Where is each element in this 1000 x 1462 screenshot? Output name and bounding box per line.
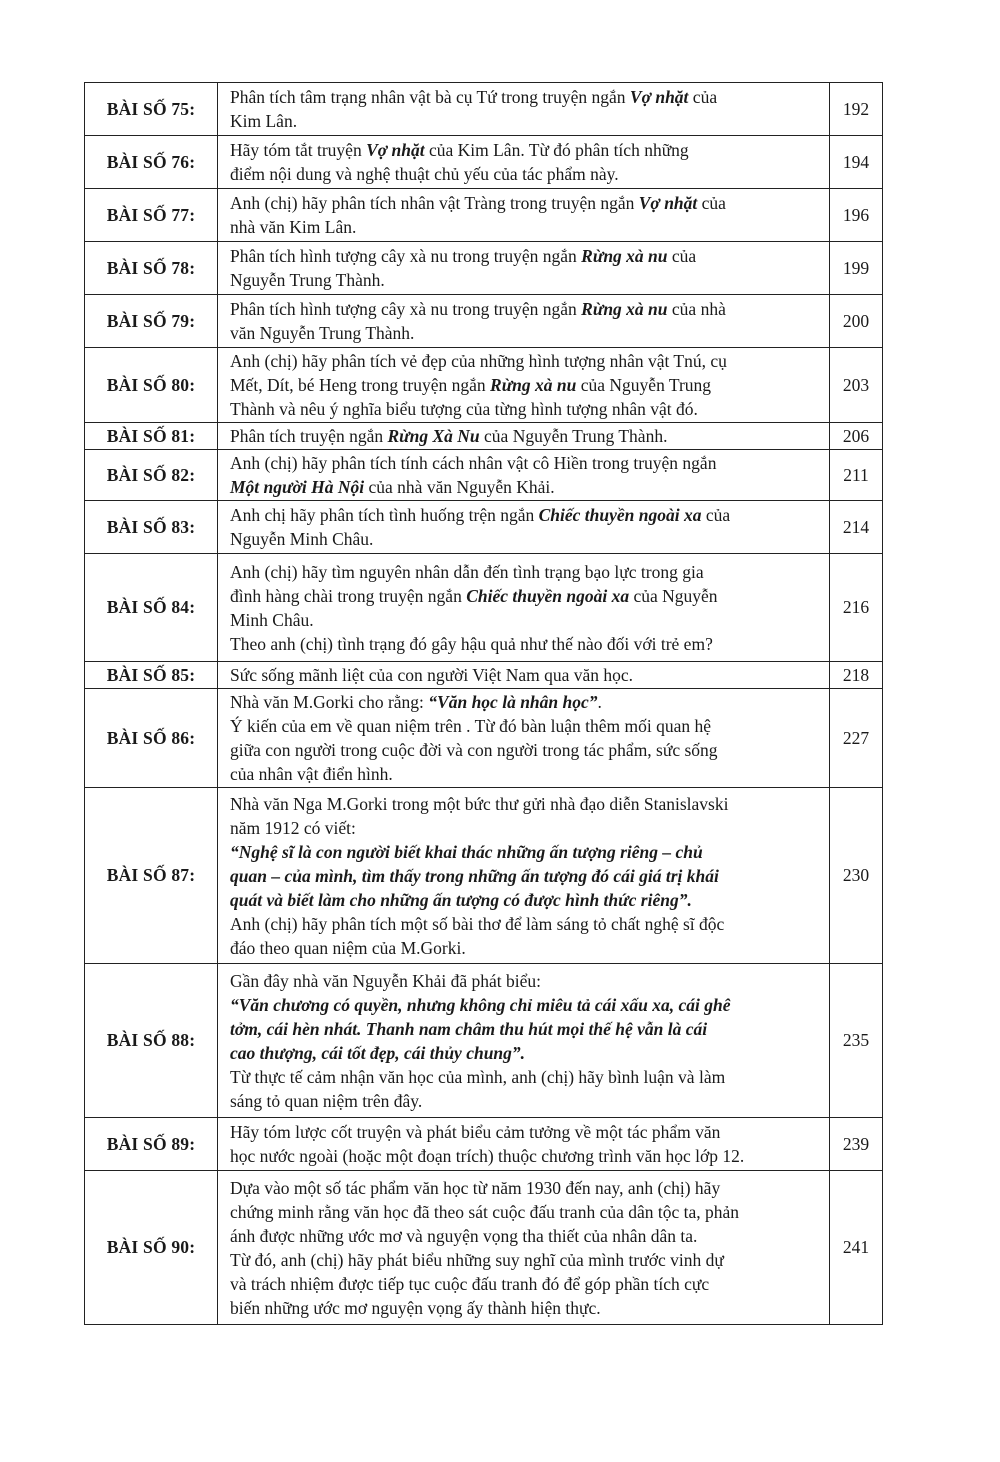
- description-line: [230, 85, 823, 109]
- exercise-description: [218, 964, 830, 1118]
- work-title-emphasis: Rừng xà nu: [581, 299, 668, 319]
- description-text: sáng tỏ quan niệm trên đây.: [230, 1090, 423, 1111]
- description-text: Phân tích hình tượng cây xà nu trong truyện ngắn: [230, 299, 582, 319]
- description-text: của Nguyễn Trung Thành.: [479, 426, 668, 446]
- exercise-number: BÀI SỐ 86:: [85, 689, 218, 788]
- exercise-description: [218, 423, 830, 450]
- work-title-emphasis: “Văn chương có quyền, nhưng không chỉ miêu tả cái xấu xa, cái ghê: [230, 994, 731, 1015]
- toc-body: [85, 83, 883, 1325]
- work-title-emphasis: Một người Hà Nội: [230, 477, 365, 497]
- description-text: nhà văn Kim Lân.: [230, 217, 357, 237]
- description-line: [230, 138, 823, 162]
- description-line: [230, 109, 823, 133]
- description-line: [230, 584, 823, 608]
- description-text: Mết, Dít, bé Heng trong truyện ngắn: [230, 375, 491, 395]
- table-row: [85, 348, 883, 423]
- description-line: [230, 1176, 823, 1200]
- description-text: Nguyễn Minh Châu.: [230, 529, 374, 549]
- table-row: [85, 689, 883, 788]
- exercise-number: BÀI SỐ 81:: [85, 423, 218, 450]
- description-text: của nhà: [667, 299, 726, 319]
- description-text: Anh (chị) hãy phân tích tính cách nhân vật cô Hiền trong truyện ngắn: [230, 453, 717, 473]
- description-text: của: [688, 87, 718, 107]
- description-line: [230, 373, 823, 397]
- page-number: 214: [830, 501, 883, 554]
- description-line: [230, 451, 823, 475]
- page-number: 239: [830, 1118, 883, 1171]
- exercise-number: BÀI SỐ 82:: [85, 450, 218, 501]
- description-text: Anh (chị) hãy tìm nguyên nhân dẫn đến tình trạng bạo lực trong gia: [230, 561, 704, 582]
- description-text: Phân tích tâm trạng nhân vật bà cụ Tứ trong truyện ngắn: [230, 87, 630, 107]
- description-line: [230, 397, 823, 421]
- exercise-description: [218, 242, 830, 295]
- description-text: Anh (chị) hãy phân tích nhân vật Tràng trong truyện ngắn: [230, 193, 639, 213]
- exercise-description: [218, 662, 830, 689]
- description-text: Nguyễn Trung Thành.: [230, 270, 385, 290]
- description-line: [230, 1200, 823, 1224]
- table-row: [85, 554, 883, 662]
- work-title-emphasis: tởm, cái hèn nhát. Thanh nam châm thu hút mọi thế hệ vẫn là cái: [230, 1018, 708, 1039]
- description-text: Nhà văn Nga M.Gorki trong một bức thư gửi nhà đạo diễn Stanislavski: [230, 793, 729, 814]
- description-text: Nhà văn M.Gorki cho rằng:: [230, 692, 429, 712]
- description-line: [230, 738, 823, 762]
- exercise-number: BÀI SỐ 79:: [85, 295, 218, 348]
- description-line: [230, 527, 823, 551]
- description-line: [230, 1272, 823, 1296]
- description-line: [230, 714, 823, 738]
- description-text: Ý kiến của em về quan niệm trên . Từ đó bàn luận thêm mối quan hệ: [230, 716, 712, 736]
- exercise-number: BÀI SỐ 89:: [85, 1118, 218, 1171]
- work-title-emphasis: Vợ nhặt: [366, 140, 425, 160]
- description-line: [230, 297, 823, 321]
- exercise-description: [218, 1118, 830, 1171]
- description-line: [230, 1248, 823, 1272]
- description-line: [230, 1065, 823, 1089]
- table-row: [85, 662, 883, 689]
- description-text: Anh (chị) hãy phân tích vẻ đẹp của những hình tượng nhân vật Tnú, cụ: [230, 351, 727, 371]
- description-line: [230, 321, 823, 345]
- table-row: [85, 1118, 883, 1171]
- exercise-description: [218, 83, 830, 136]
- description-line: [230, 1224, 823, 1248]
- description-line: [230, 475, 823, 499]
- description-line: [230, 162, 823, 186]
- table-row: [85, 423, 883, 450]
- table-row: [85, 83, 883, 136]
- exercise-number: BÀI SỐ 83:: [85, 501, 218, 554]
- description-line: [230, 191, 823, 215]
- description-line: [230, 912, 823, 936]
- description-line: [230, 1296, 823, 1320]
- page-number: 235: [830, 964, 883, 1118]
- description-text: giữa con người trong cuộc đời và con người trong tác phẩm, sức sống: [230, 740, 718, 760]
- exercise-description: [218, 348, 830, 423]
- description-line: [230, 864, 823, 888]
- description-text: Hãy tóm tắt truyện: [230, 140, 367, 160]
- work-title-emphasis: Vợ nhặt: [629, 87, 689, 107]
- page-number: 241: [830, 1171, 883, 1325]
- work-title-emphasis: Chiếc thuyền ngoài xa: [466, 585, 630, 606]
- exercise-number: BÀI SỐ 76:: [85, 136, 218, 189]
- description-text: của Nguyễn: [629, 585, 718, 606]
- page-number: 216: [830, 554, 883, 662]
- description-text: học nước ngoài (hoặc một đoạn trích) thuộc chương trình văn học lớp 12.: [230, 1146, 745, 1166]
- exercise-description: [218, 788, 830, 964]
- exercise-number: BÀI SỐ 80:: [85, 348, 218, 423]
- description-line: [230, 1120, 823, 1144]
- description-line: [230, 936, 823, 960]
- work-title-emphasis: Rừng xà nu: [490, 375, 577, 395]
- description-line: [230, 792, 823, 816]
- page-number: 211: [830, 450, 883, 501]
- description-text: đình hàng chài trong truyện ngắn: [230, 585, 467, 606]
- table-row: [85, 136, 883, 189]
- work-title-emphasis: “Nghệ sĩ là con người biết khai thác những ấn tượng riêng – chủ: [230, 841, 703, 862]
- table-row: [85, 450, 883, 501]
- table-row: [85, 242, 883, 295]
- exercise-description: [218, 136, 830, 189]
- page-number: 199: [830, 242, 883, 295]
- page-number: 196: [830, 189, 883, 242]
- table-row: [85, 501, 883, 554]
- work-title-emphasis: Chiếc thuyền ngoài xa: [538, 505, 702, 525]
- description-text: Hãy tóm lược cốt truyện và phát biểu cảm tưởng về một tác phẩm văn: [230, 1122, 721, 1142]
- description-text: Anh chị hãy phân tích tình huống trện ngắn: [230, 505, 539, 525]
- work-title-emphasis: “Văn học là nhân học”: [428, 692, 598, 712]
- page-number: 206: [830, 423, 883, 450]
- description-line: [230, 244, 823, 268]
- exercise-number: BÀI SỐ 77:: [85, 189, 218, 242]
- description-line: [230, 215, 823, 239]
- table-row: [85, 964, 883, 1118]
- exercise-description: [218, 450, 830, 501]
- table-row: [85, 788, 883, 964]
- description-line: [230, 424, 823, 448]
- description-text: của Nguyễn Trung: [576, 375, 712, 395]
- description-text: của: [667, 246, 697, 266]
- table-row: [85, 1171, 883, 1325]
- table-row: [85, 295, 883, 348]
- description-line: [230, 762, 823, 786]
- page-number: 192: [830, 83, 883, 136]
- exercise-number: BÀI SỐ 90:: [85, 1171, 218, 1325]
- exercise-number: BÀI SỐ 84:: [85, 554, 218, 662]
- work-title-emphasis: Rừng Xà Nu: [387, 426, 480, 446]
- description-text: Gần đây nhà văn Nguyễn Khải đã phát biểu:: [230, 970, 542, 991]
- description-line: [230, 1017, 823, 1041]
- exercise-description: [218, 1171, 830, 1325]
- description-text: biến những ước mơ nguyện vọng ấy thành hiện thực.: [230, 1297, 601, 1318]
- description-line: [230, 268, 823, 292]
- exercise-description: [218, 554, 830, 662]
- description-line: [230, 888, 823, 912]
- work-title-emphasis: Vợ nhặt: [638, 193, 698, 213]
- description-line: [230, 969, 823, 993]
- description-text: Anh (chị) hãy phân tích một số bài thơ để làm sáng tỏ chất nghệ sĩ độc: [230, 913, 725, 934]
- description-text: Dựa vào một số tác phẩm văn học từ năm 1930 đến nay, anh (chị) hãy: [230, 1177, 721, 1198]
- page-number: 227: [830, 689, 883, 788]
- page-number: 200: [830, 295, 883, 348]
- description-text: và trách nhiệm được tiếp tục cuộc đấu tranh đó để góp phần tích cực: [230, 1273, 710, 1294]
- description-line: [230, 690, 823, 714]
- description-text: đáo theo quan niệm của M.Gorki.: [230, 937, 466, 958]
- description-text: của nhà văn Nguyễn Khải.: [364, 477, 555, 497]
- description-line: [230, 608, 823, 632]
- description-line: [230, 1041, 823, 1065]
- page-number: 194: [830, 136, 883, 189]
- description-text: Thành và nêu ý nghĩa biểu tượng của từng hình tượng nhân vật đó.: [230, 399, 698, 419]
- page-number: 203: [830, 348, 883, 423]
- description-line: [230, 1144, 823, 1168]
- exercise-number: BÀI SỐ 85:: [85, 662, 218, 689]
- description-text: của nhân vật điển hình.: [230, 764, 393, 784]
- description-text: Sức sống mãnh liệt của con người Việt Nam qua văn học.: [230, 665, 634, 685]
- exercise-number: BÀI SỐ 75:: [85, 83, 218, 136]
- description-line: [230, 349, 823, 373]
- description-line: [230, 663, 823, 687]
- description-text: chứng minh rằng văn học đã theo sát cuộc đấu tranh của dân tộc ta, phản: [230, 1201, 740, 1222]
- table-row: [85, 189, 883, 242]
- work-title-emphasis: quan – của mình, tìm thấy trong những ấn tượng đó cái giá trị khái: [230, 865, 719, 886]
- exercise-description: [218, 189, 830, 242]
- page-number: 230: [830, 788, 883, 964]
- description-text: năm 1912 có viết:: [230, 817, 356, 838]
- description-text: của Kim Lân. Từ đó phân tích những: [424, 140, 689, 160]
- description-text: Theo anh (chị) tình trạng đó gây hậu quả như thế nào đối với trẻ em?: [230, 633, 713, 654]
- table-of-contents: [84, 82, 883, 1325]
- page-number: 218: [830, 662, 883, 689]
- exercise-number: BÀI SỐ 87:: [85, 788, 218, 964]
- exercise-description: [218, 689, 830, 788]
- work-title-emphasis: cao thượng, cái tốt đẹp, cái thủy chung”.: [230, 1042, 526, 1063]
- exercise-description: [218, 295, 830, 348]
- description-line: [230, 503, 823, 527]
- exercise-number: BÀI SỐ 88:: [85, 964, 218, 1118]
- description-text: điểm nội dung và nghệ thuật chủ yếu của tác phẩm này.: [230, 164, 619, 184]
- description-text: Từ đó, anh (chị) hãy phát biểu những suy nghĩ của mình trước vinh dự: [230, 1249, 724, 1270]
- description-text: Từ thực tế cảm nhận văn học của mình, anh (chị) hãy bình luận và làm: [230, 1066, 726, 1087]
- description-text: văn Nguyễn Trung Thành.: [230, 323, 415, 343]
- description-text: Phân tích truyện ngắn: [230, 426, 388, 446]
- exercise-number: BÀI SỐ 78:: [85, 242, 218, 295]
- description-text: của: [701, 505, 731, 525]
- description-line: [230, 816, 823, 840]
- exercise-description: [218, 501, 830, 554]
- description-text: của: [697, 193, 726, 213]
- description-line: [230, 632, 823, 656]
- description-line: [230, 840, 823, 864]
- description-text: Minh Châu.: [230, 609, 314, 630]
- work-title-emphasis: quát và biết làm cho những ấn tượng có được hình thức riêng”.: [230, 889, 692, 910]
- description-text: .: [597, 692, 602, 712]
- description-line: [230, 560, 823, 584]
- description-text: ánh được những ước mơ và nguyện vọng tha thiết của nhân dân ta.: [230, 1225, 698, 1246]
- description-line: [230, 1089, 823, 1113]
- description-text: Kim Lân.: [230, 111, 298, 131]
- description-text: Phân tích hình tượng cây xà nu trong truyện ngắn: [230, 246, 582, 266]
- description-line: [230, 993, 823, 1017]
- work-title-emphasis: Rừng xà nu: [581, 246, 668, 266]
